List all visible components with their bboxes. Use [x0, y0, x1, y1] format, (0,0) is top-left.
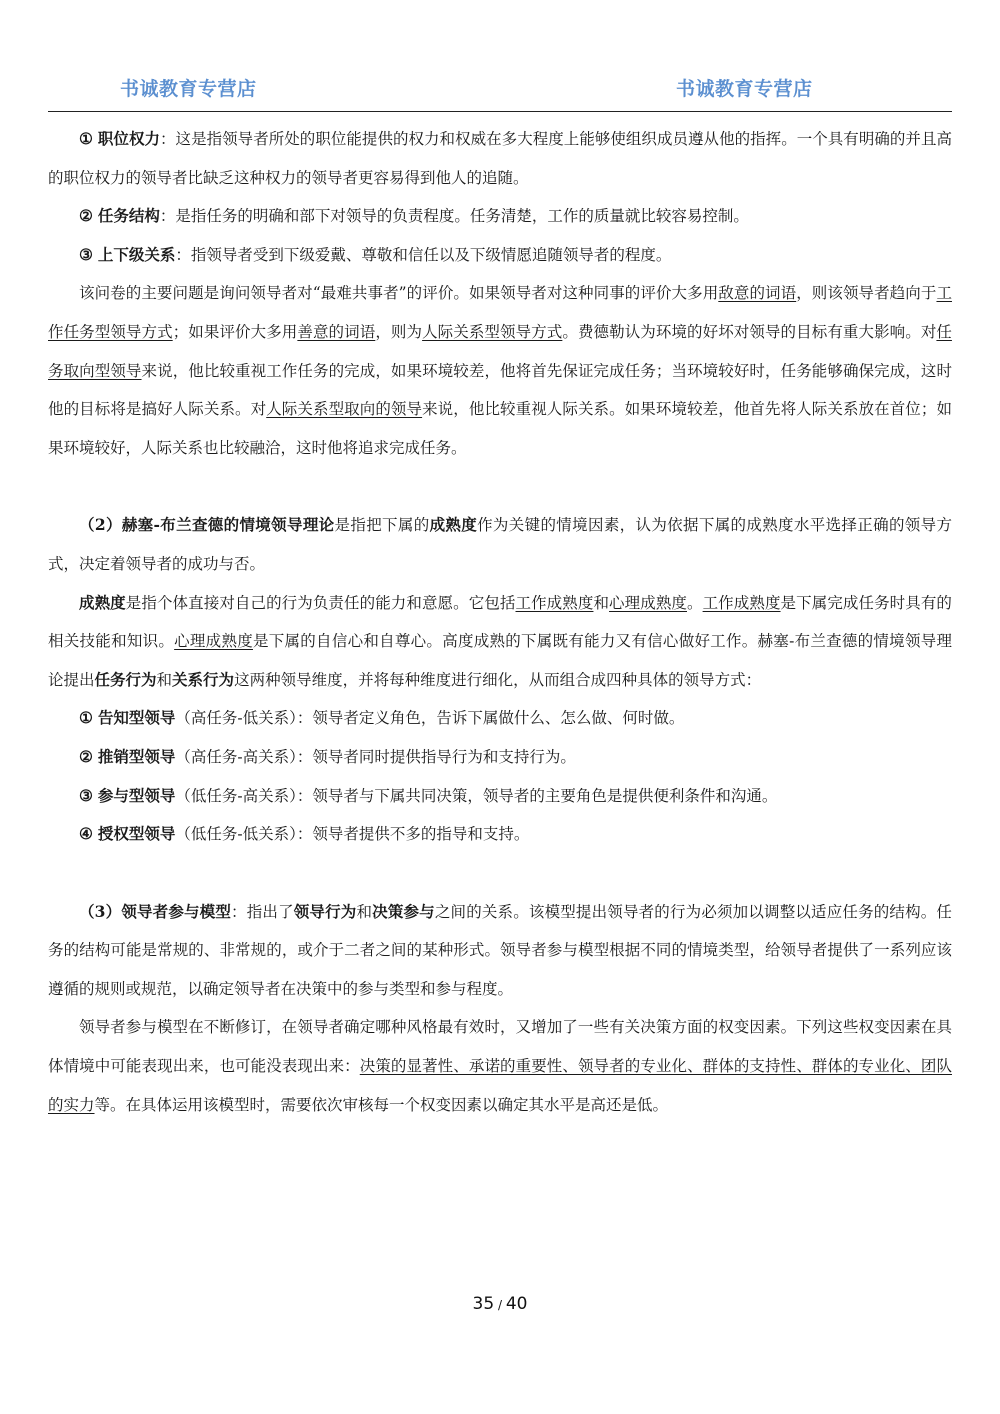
term-decision-participation: 决策参与	[372, 901, 435, 921]
text-run: 是指个体直接对自己的行为负责任的能力和意愿。它包括	[125, 593, 516, 612]
underlined-term: 决策的显著性、承诺的重要性、领导者的专业化、群体的支持性、群体的专业化、团队的实力	[48, 1057, 952, 1114]
text-run: 等。在具体运用该模型时，需要依次审核每一个权变因素以确定其水平是高还是低。	[94, 1095, 669, 1114]
text-run: 和	[356, 902, 373, 921]
text-run: 。费德勒认为环境的好坏对领导的目标有重大影响。对	[562, 322, 937, 341]
text-run: 和	[156, 670, 173, 689]
item-task-structure	[48, 197, 952, 236]
header-rule	[48, 111, 952, 112]
item-number: ③	[79, 785, 93, 805]
term-task-behavior: 任务行为	[94, 669, 157, 689]
text-run: 这两种领导维度，并将每种维度进行细化，从而组合成四种具体的领导方式：	[234, 670, 762, 689]
page-separator: /	[494, 1298, 506, 1312]
text-run: 是下属完成任务时具有的相关技能和知识。	[48, 593, 952, 651]
total-pages: 40	[505, 1294, 528, 1314]
style-name: 推销型领导	[97, 746, 176, 766]
text-run: 来说，他比较重视工作任务的完成，如果环境较差，他将首先保证完成任务；当环境较好时，任务能够确保完成，这时他的目标将是搞好人际关系。对	[48, 361, 952, 419]
text-run: ；如果评价大多用	[172, 322, 298, 341]
section-number: （2）	[79, 515, 122, 535]
text-run: ，则为	[375, 322, 423, 341]
style-telling	[48, 699, 952, 738]
item-number: ①	[79, 708, 93, 728]
text-run: 之间的关系。该模型提出领导者的行为必须加以调整以适应任务的结构。任务的结构可能是常规的、非常规的，或介于二者之间的某种形式。领导者参与模型根据不同的情境类型，给领导者提供了一系列应该遵循的规则或规范，以确定领导者在决策中的参与类型和参与程度。	[48, 902, 952, 998]
header-shop-name-right: 书诚教育专营店	[676, 78, 813, 100]
item-number: ②	[79, 746, 93, 766]
underlined-term: 人际关系型取向的领导	[266, 400, 423, 419]
section-heading-situational-leadership	[48, 506, 952, 583]
style-name: 参与型领导	[97, 785, 176, 805]
underlined-term: 心理成熟度	[609, 593, 687, 612]
contingency-factors-paragraph	[48, 1008, 952, 1124]
item-leader-member-relations	[48, 236, 952, 275]
item-text: ：是指任务的明确和部下对领导的负责程度。任务清楚，工作的质量就比较容易控制。	[159, 207, 749, 226]
page-header	[0, 0, 1000, 112]
underlined-term: 工作成熟度	[702, 593, 781, 612]
maturity-paragraph	[48, 584, 952, 700]
style-description: （高任务-高关系）：领导者同时提供指导行为和支持行为。	[175, 747, 576, 766]
section-number: （3）	[79, 901, 122, 921]
item-number: ④	[79, 824, 93, 844]
term-leadership-behavior: 领导行为	[293, 901, 357, 921]
term-task-structure: 任务结构	[97, 206, 160, 226]
document-body	[48, 120, 952, 1124]
text-run: 是下属的自信心和自尊心。高度成熟的下属既有能力又有信心做好工作。赫塞-布兰查德的情境领导理论提出	[48, 632, 952, 689]
style-description: （高任务-低关系）：领导者定义角色，告诉下属做什么、怎么做、何时做。	[175, 709, 685, 728]
style-name: 告知型领导	[97, 708, 176, 728]
term-maturity: 成熟度	[429, 515, 478, 535]
style-description: （低任务-高关系）：领导者与下属共同决策，领导者的主要角色是提供便利条件和沟通。	[175, 786, 778, 805]
underlined-term: 心理成熟度	[174, 632, 253, 651]
underlined-term: 敌意的词语	[718, 284, 797, 303]
item-number: ①	[79, 129, 93, 148]
term-relationship-behavior: 关系行为	[172, 669, 235, 689]
underlined-term: 人际关系型领导方式	[422, 322, 563, 341]
underlined-term: 工作任务型领导方式	[48, 284, 952, 341]
section-title: 赫塞-布兰查德的情境领导理论	[121, 515, 335, 535]
paragraph-spacer	[48, 854, 952, 893]
underlined-term: 任务取向型领导	[48, 322, 952, 380]
item-position-power	[48, 120, 952, 197]
style-selling	[48, 738, 952, 777]
style-name: 授权型领导	[97, 824, 176, 844]
text-run: ，则该领导者趋向于	[796, 284, 937, 303]
current-page: 35	[472, 1294, 495, 1314]
text-run: 来说，他比较重视人际关系。如果环境较差，他首先将人际关系放在首位；如果环境较好，人际关系也比较融洽，这时他将追求完成任务。	[48, 400, 952, 457]
text-run: 领导者参与模型在不断修订，在领导者确定哪种风格最有效时，又增加了一些有关决策方面的权变因素。下列这些权变因素在具体情境中可能表现出来，也可能没表现出来：	[48, 1018, 952, 1076]
header-shop-name-left: 书诚教育专营店	[120, 78, 257, 100]
text-run: 。	[687, 593, 703, 612]
underlined-term: 工作成熟度	[515, 593, 594, 612]
underlined-term: 善意的词语	[297, 322, 376, 341]
section-heading-participation-model	[48, 893, 952, 1009]
text-run: 该问卷的主要问题是询问领导者对“最难共事者”的评价。如果领导者对这种同事的评价大多用	[79, 284, 719, 303]
text-run: 和	[593, 593, 610, 612]
text-run: 作为关键的情境因素，认为依据下属的成熟度水平选择正确的领导方式，决定着领导者的成功与否。	[48, 516, 952, 573]
item-number: ②	[79, 206, 93, 226]
style-delegating	[48, 815, 952, 854]
text-run: ：指出了	[231, 902, 294, 921]
style-participating	[48, 777, 952, 816]
item-text: ：这是指领导者所处的职位能提供的权力和权威在多大程度上能够使组织成员遵从他的指挥。一个具有明确的并且高的职位权力的领导者比缺乏这种权力的领导者更容易得到他人的追随。	[48, 130, 952, 187]
lpc-paragraph	[48, 274, 952, 467]
term-maturity: 成熟度	[79, 592, 126, 612]
term-position-power: 职位权力	[97, 129, 161, 148]
text-run: 是指把下属的	[334, 516, 430, 535]
term-leader-member-relations: 上下级关系	[97, 244, 176, 264]
style-description: （低任务-低关系）：领导者提供不多的指导和支持。	[175, 825, 530, 844]
item-text: ：指领导者受到下级爱戴、尊敬和信任以及下级情愿追随领导者的程度。	[175, 245, 672, 264]
paragraph-spacer	[48, 467, 952, 506]
section-title: 领导者参与模型	[121, 901, 232, 921]
item-number: ③	[79, 244, 93, 264]
page-number-footer	[0, 1294, 1000, 1314]
